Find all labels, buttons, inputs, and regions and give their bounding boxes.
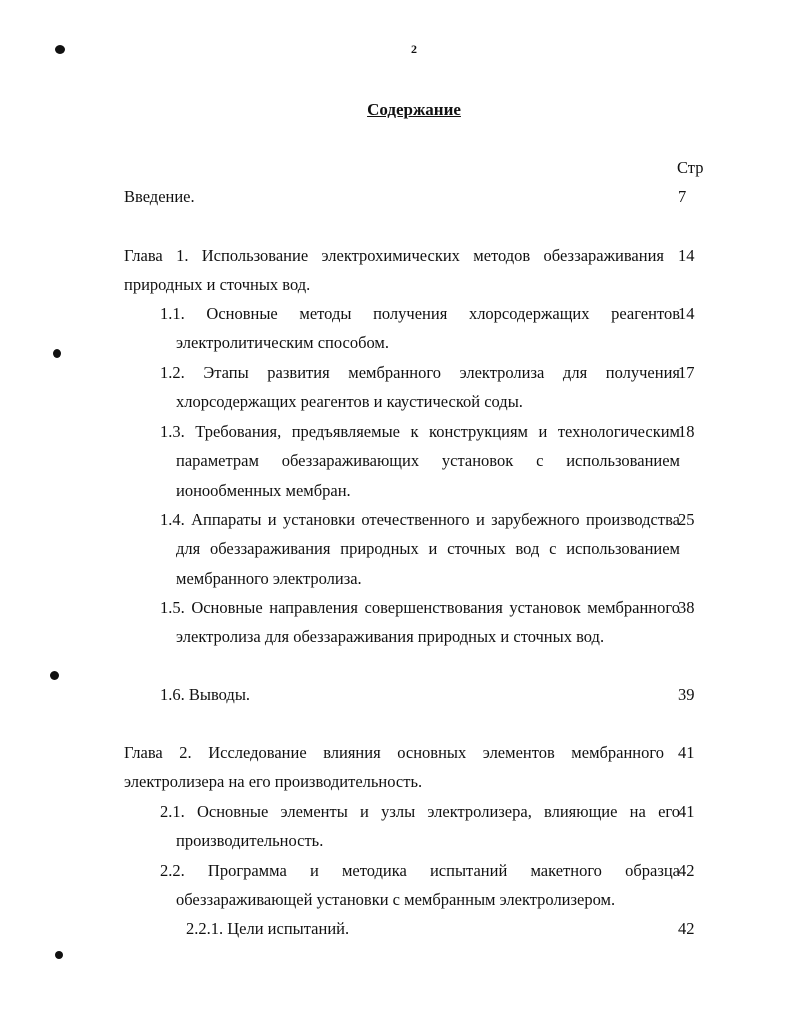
toc-entry-text: 1.4. Аппараты и установки отечественного и зарубежного производства для обеззараживания природных и сточных вод с использованием мембранного электролиза. [160,510,680,588]
toc-entry-text: 1.5. Основные направления совершенствования установок мембранного электролиза для обеззараживания природных и сточных вод. [160,598,680,647]
toc-entry-page: 38 [678,598,695,617]
toc-entry-page: 25 [678,510,695,529]
scan-mark [55,45,65,54]
toc-entry-page: 41 [678,743,695,762]
toc-entry-page: 41 [678,802,695,821]
page-title: Содержание [367,100,461,119]
toc-entry-text: Введение. [124,187,195,206]
toc-entry-page: 39 [678,685,695,704]
toc-entry-page: 7 [678,187,687,206]
toc-entry-page: 14 [678,304,695,323]
page-column-header: Стр [677,158,704,177]
page-number: 2 [411,42,417,56]
scan-mark [55,951,63,959]
scan-mark [50,671,59,680]
toc-entry-text: 1.1. Основные методы получения хлорсодержащих реагентов электролитическим способом. [160,304,680,353]
toc-entry-page: 14 [678,246,695,265]
toc-entry-page: 42 [678,919,695,938]
toc-entry-text: 1.3. Требования, предъявляемые к конструкциям и технологическим параметрам обеззараживающих установок с использованием ионообменных мембран. [160,422,680,500]
toc-entry-text: 2.1. Основные элементы и узлы электролизера, влияющие на его производительность. [160,802,680,851]
scan-mark [53,349,61,358]
toc-entry-page: 18 [678,422,695,441]
toc-entry-page: 42 [678,861,695,880]
toc-entry-text: 1.6. Выводы. [160,685,251,704]
toc-entry-page: 17 [678,363,695,382]
toc-entry-text: 2.2. Программа и методика испытаний макетного образца обеззараживающей установки с мембранным электролизером. [160,861,680,910]
toc-entry-text: Глава 2. Исследование влияния основных элементов мембранного электролизера на его производительность. [124,743,664,792]
toc-entry-text: 1.2. Этапы развития мембранного электролиза для получения хлорсодержащих реагентов и каустической соды. [160,363,680,412]
toc-entry-text: 2.2.1. Цели испытаний. [186,919,350,938]
toc-entry-text: Глава 1. Использование электрохимических методов обеззараживания природных и сточных вод. [124,246,664,295]
